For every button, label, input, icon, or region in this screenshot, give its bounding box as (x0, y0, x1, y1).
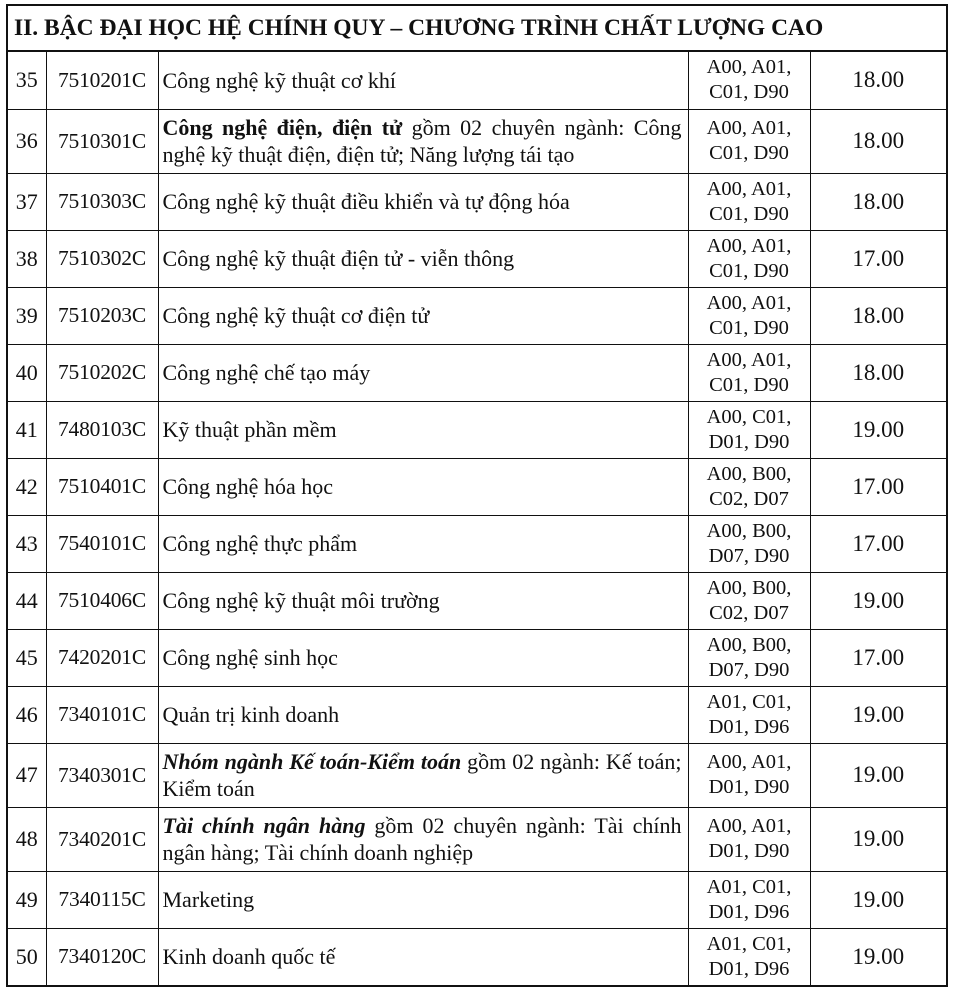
table-row (8, 230, 946, 287)
subject-combination-line: C01, D90 (709, 142, 789, 164)
subject-combinations (688, 871, 810, 928)
program-name (158, 629, 688, 686)
program-code: 7510401C (46, 458, 158, 515)
program-name-text: Quản trị kinh doanh (162, 702, 340, 727)
subject-combinations (688, 629, 810, 686)
row-number: 35 (8, 52, 46, 109)
program-name (158, 52, 688, 109)
table-body (8, 52, 946, 985)
table-row (8, 686, 946, 743)
cutoff-score: 19.00 (810, 807, 946, 871)
subject-combination-line: A01, C01, (706, 690, 792, 713)
subject-combinations (688, 686, 810, 743)
subject-combination-line: D01, D90 (708, 776, 790, 798)
subject-combination-line: A00, C01, (706, 405, 792, 428)
program-name (158, 458, 688, 515)
row-number: 42 (8, 458, 46, 515)
table-row (8, 743, 946, 807)
program-table (8, 52, 946, 985)
subject-combinations (688, 52, 810, 109)
subject-combination-line: A00, B00, (706, 576, 792, 599)
subject-combination-line: D01, D90 (708, 430, 790, 453)
subject-combination-line: A00, A01, (706, 751, 792, 773)
table-row (8, 287, 946, 344)
program-name-text: Công nghệ chế tạo máy (162, 360, 371, 385)
row-number: 39 (8, 287, 46, 344)
subject-combination-line: A01, C01, (706, 875, 792, 898)
subject-combination-line: C01, D90 (709, 316, 789, 339)
subject-combinations (688, 109, 810, 173)
program-name (158, 401, 688, 458)
program-name-text: Công nghệ kỹ thuật điện tử - viễn thông (162, 246, 515, 271)
section-heading: II. BẬC ĐẠI HỌC HỆ CHÍNH QUY – CHƯƠNG TRÌNH CHẤT LƯỢNG CAO (8, 6, 946, 52)
subject-combination-line: D01, D96 (708, 900, 790, 923)
program-name-text: Công nghệ kỹ thuật cơ khí (162, 67, 396, 93)
subject-combination-line: C02, D07 (709, 487, 789, 510)
table-row (8, 401, 946, 458)
subject-combination-line: A00, A01, (706, 56, 792, 79)
subject-combination-line: C01, D90 (709, 373, 789, 396)
program-name-text: Công nghệ hóa học (162, 474, 333, 499)
row-number: 40 (8, 344, 46, 401)
program-code: 7340120C (46, 928, 158, 985)
row-number: 38 (8, 230, 46, 287)
row-number: 45 (8, 629, 46, 686)
program-name-text: gồm 02 ngành: Kế toán; Kiểm toán (162, 749, 682, 801)
subject-combinations (688, 173, 810, 230)
program-name-text: Công nghệ sinh học (162, 645, 338, 670)
program-name-text: Công nghệ thực phẩm (162, 531, 358, 556)
row-number: 50 (8, 928, 46, 985)
table-row (8, 173, 946, 230)
subject-combinations (688, 807, 810, 871)
program-name-highlight: Công nghệ điện, điện tử (162, 115, 403, 140)
subject-combination-line: A00, A01, (706, 234, 792, 257)
program-code: 7340115C (46, 871, 158, 928)
program-code: 7340301C (46, 743, 158, 807)
program-code: 7420201C (46, 629, 158, 686)
subject-combinations (688, 344, 810, 401)
subject-combinations (688, 515, 810, 572)
program-code: 7510202C (46, 344, 158, 401)
program-name-text: Kỹ thuật phần mềm (162, 417, 337, 442)
subject-combination-line: C01, D90 (709, 81, 789, 104)
row-number: 36 (8, 109, 46, 173)
cutoff-score: 19.00 (810, 743, 946, 807)
row-number: 49 (8, 871, 46, 928)
subject-combination-line: C01, D90 (709, 259, 789, 282)
subject-combination-line: D07, D90 (708, 658, 790, 681)
cutoff-score: 18.00 (810, 52, 946, 109)
program-name-highlight: Tài chính ngân hàng (162, 813, 366, 838)
cutoff-score: 19.00 (810, 686, 946, 743)
program-name (158, 686, 688, 743)
program-code: 7510406C (46, 572, 158, 629)
program-name-highlight: Nhóm ngành Kế toán-Kiểm toán (162, 749, 462, 774)
table-row (8, 52, 946, 109)
table-row (8, 928, 946, 985)
program-code: 7510201C (46, 52, 158, 109)
cutoff-score: 19.00 (810, 928, 946, 985)
subject-combination-line: C02, D07 (709, 601, 789, 624)
program-name-text: Kinh doanh quốc tế (162, 944, 336, 970)
table-row (8, 629, 946, 686)
subject-combinations (688, 230, 810, 287)
program-code: 7510301C (46, 109, 158, 173)
program-code: 7510303C (46, 173, 158, 230)
program-name-text: Công nghệ kỹ thuật cơ điện tử (162, 303, 430, 328)
subject-combination-line: A00, B00, (706, 519, 792, 542)
program-name (158, 344, 688, 401)
cutoff-score: 18.00 (810, 287, 946, 344)
admission-score-table (6, 4, 948, 987)
cutoff-score: 19.00 (810, 401, 946, 458)
table-row (8, 572, 946, 629)
subject-combination-line: A00, A01, (706, 291, 792, 314)
subject-combination-line: C01, D90 (709, 202, 789, 225)
program-name (158, 173, 688, 230)
subject-combination-line: D01, D90 (708, 840, 790, 862)
subject-combination-line: A00, B00, (706, 633, 792, 656)
subject-combination-line: A00, A01, (706, 348, 792, 371)
table-row (8, 344, 946, 401)
cutoff-score: 17.00 (810, 629, 946, 686)
row-number: 48 (8, 807, 46, 871)
cutoff-score: 18.00 (810, 344, 946, 401)
row-number: 43 (8, 515, 46, 572)
program-code: 7510203C (46, 287, 158, 344)
program-code: 7480103C (46, 401, 158, 458)
row-number: 46 (8, 686, 46, 743)
program-name (158, 109, 688, 173)
table-row (8, 109, 946, 173)
cutoff-score: 18.00 (810, 173, 946, 230)
subject-combinations (688, 743, 810, 807)
program-code: 7340101C (46, 686, 158, 743)
subject-combinations (688, 458, 810, 515)
program-code: 7540101C (46, 515, 158, 572)
program-name (158, 871, 688, 928)
program-name (158, 572, 688, 629)
subject-combinations (688, 401, 810, 458)
subject-combination-line: A00, A01, (706, 117, 792, 139)
program-name-text: gồm 02 chuyên ngành: Công nghệ kỹ thuật điện, điện tử; Năng lượng tái tạo (162, 115, 682, 167)
program-name (158, 287, 688, 344)
subject-combination-line: A00, A01, (706, 177, 792, 200)
table-row (8, 515, 946, 572)
subject-combinations (688, 287, 810, 344)
row-number: 37 (8, 173, 46, 230)
cutoff-score: 17.00 (810, 458, 946, 515)
program-name (158, 928, 688, 985)
cutoff-score: 19.00 (810, 871, 946, 928)
cutoff-score: 18.00 (810, 109, 946, 173)
cutoff-score: 19.00 (810, 572, 946, 629)
subject-combination-line: D01, D96 (708, 957, 790, 980)
program-name-text: Công nghệ kỹ thuật môi trường (162, 588, 440, 613)
table-row (8, 458, 946, 515)
program-name (158, 515, 688, 572)
subject-combination-line: A00, B00, (706, 462, 792, 485)
cutoff-score: 17.00 (810, 230, 946, 287)
program-name (158, 807, 688, 871)
program-name-text: Công nghệ kỹ thuật điều khiển và tự động hóa (162, 189, 570, 214)
subject-combinations (688, 572, 810, 629)
row-number: 41 (8, 401, 46, 458)
subject-combination-line: D07, D90 (708, 544, 790, 567)
row-number: 47 (8, 743, 46, 807)
program-code: 7510302C (46, 230, 158, 287)
table-row (8, 807, 946, 871)
program-name (158, 743, 688, 807)
subject-combination-line: A01, C01, (706, 932, 792, 955)
program-code: 7340201C (46, 807, 158, 871)
row-number: 44 (8, 572, 46, 629)
table-row (8, 871, 946, 928)
cutoff-score: 17.00 (810, 515, 946, 572)
subject-combination-line: D01, D96 (708, 715, 790, 738)
program-name-text: gồm 02 chuyên ngành: Tài chính ngân hàng; Tài chính doanh nghiệp (162, 813, 682, 865)
subject-combination-line: A00, A01, (706, 815, 792, 837)
subject-combinations (688, 928, 810, 985)
program-name-text: Marketing (162, 887, 255, 912)
program-name (158, 230, 688, 287)
